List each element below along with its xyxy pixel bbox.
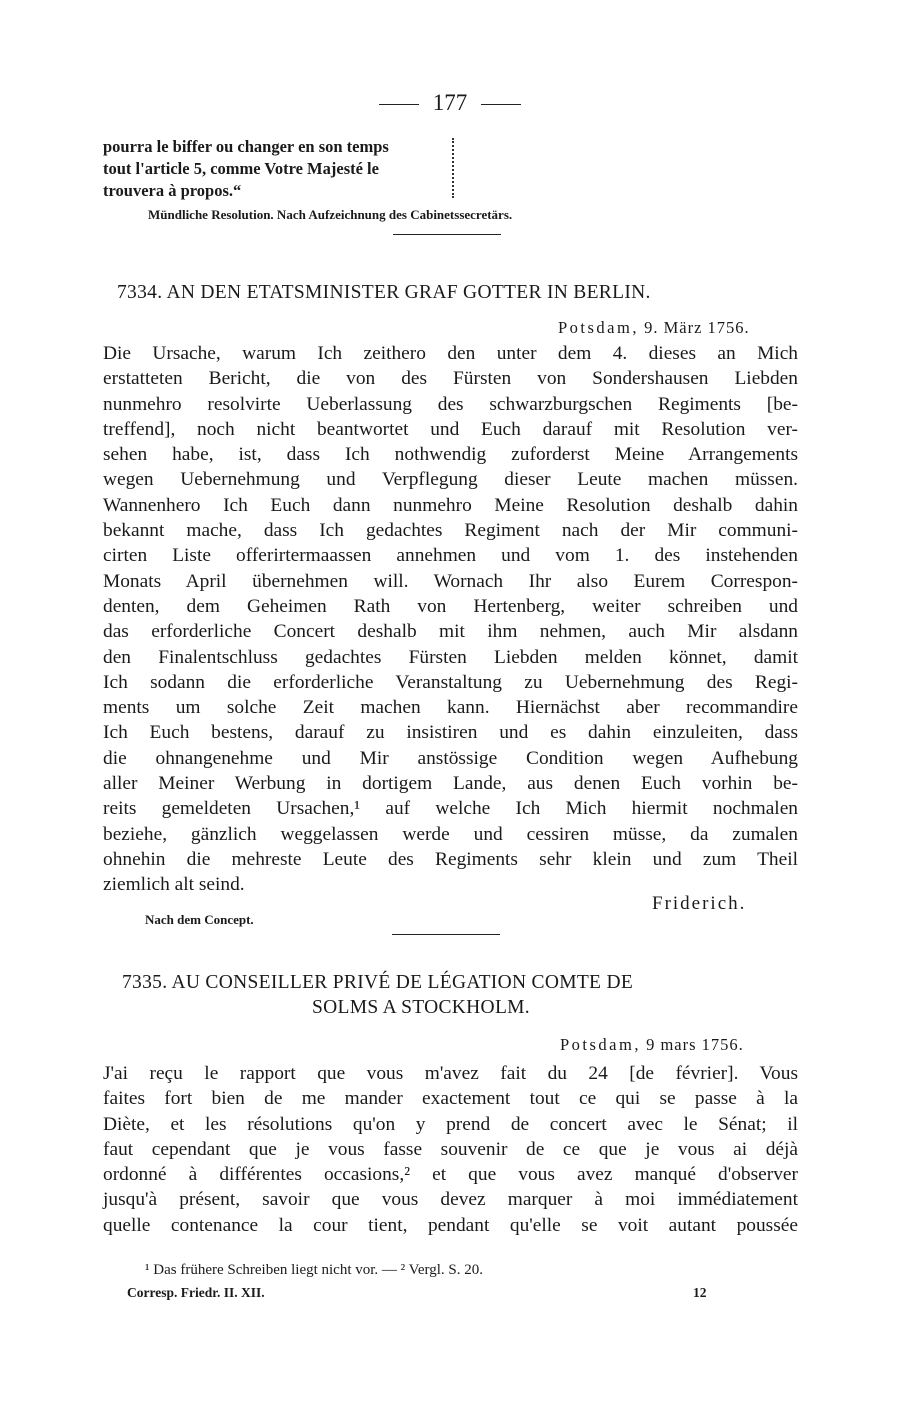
text-line: wegen Uebernehmung und Verpflegung dieser Leute machen müssen.: [103, 469, 798, 491]
text-line: erstatteten Bericht, die von des Fürsten von Sondershausen Liebden: [103, 368, 798, 390]
text-line: nunmehro resolvirte Ueberlassung des schwarzburgschen Regiments [be-: [103, 393, 798, 415]
header-rule-right: [481, 104, 521, 105]
text-line: bekannt mache, dass Ich gedachtes Regiment nach der Mir communi-: [103, 520, 798, 542]
text-line: ordonné à différentes occasions,² et que vous avez manqué d'observer: [103, 1164, 798, 1186]
footer-sheet-number: 12: [693, 1285, 707, 1300]
text-line: die ohnangenehme und Mir anstössige Condition wegen Aufhebung: [103, 747, 798, 769]
letter-7335-heading-cont: SOLMS A STOCKHOLM.: [312, 997, 530, 1018]
dateline-place: Potsdam,: [560, 1035, 641, 1054]
text-line: aller Meiner Werbung in dortigem Lande, aus denen Euch vorhin be-: [103, 773, 798, 795]
text-line: das erforderliche Concert deshalb mit ihm nehmen, auch Mir alsdann: [103, 621, 798, 643]
page-number: 177: [432, 90, 468, 115]
section-divider: [393, 234, 501, 235]
footer-source: Corresp. Friedr. II. XII.: [127, 1285, 265, 1300]
text-line: Ich Euch bestens, darauf zu insistiren und es dahin einzuleiten, dass: [103, 722, 798, 744]
letter-7335-body: [103, 1061, 798, 1238]
quote-line: trouvera à propos.“: [103, 181, 242, 200]
text-line: reits gemeldeten Ursachen,¹ auf welche Ich Mich hiermit nochmalen: [103, 798, 798, 820]
letter-title: AU CONSEILLER PRIVÉ DE LÉGATION COMTE DE: [171, 972, 634, 993]
section-divider: [392, 934, 500, 935]
quote-margin-mark: [452, 138, 454, 198]
text-line: den Finalentschluss gedachtes Fürsten Liebden melden könnet, damit: [103, 646, 798, 668]
text-line: faut cependant que je vous fasse souvenir de ce que je vous ai déjà: [103, 1138, 798, 1160]
text-line: sehen habe, ist, dass Ich nothwendig zuforderst Meine Arrangements: [103, 444, 798, 466]
letter-7334-dateline: [558, 318, 750, 338]
dateline-date: 9 mars 1756.: [646, 1035, 744, 1054]
quote-line: tout l'article 5, comme Votre Majesté le: [103, 159, 379, 178]
quote-line: pourra le biffer ou changer en son temps: [103, 137, 389, 156]
resolution-note: Mündliche Resolution. Nach Aufzeichnung des Cabinetssecretärs.: [148, 207, 513, 222]
letter-7334-body: [103, 341, 798, 898]
header-rule-left: [379, 104, 419, 105]
letter-number: 7335.: [122, 972, 168, 993]
text-line: jusqu'à présent, savoir que vous devez marquer à moi immédiatement: [103, 1189, 798, 1211]
text-line: ziemlich alt seind.: [103, 874, 245, 896]
text-line: cirten Liste offerirtermaassen annehmen und vom 1. des instehenden: [103, 545, 798, 567]
page-header: [0, 90, 900, 116]
signature: Friderich.: [652, 893, 747, 914]
letter-7334-heading: [117, 282, 651, 304]
text-line: Die Ursache, warum Ich zeithero den unter dem 4. dieses an Mich: [103, 343, 798, 364]
text-line: Monats April übernehmen will. Wornach Ihr also Eurem Correspon-: [103, 570, 798, 592]
text-line: ments um solche Zeit machen kann. Hiernächst aber recommandire: [103, 697, 798, 719]
letter-number: 7334.: [117, 282, 163, 303]
letter-title: AN DEN ETATSMINISTER GRAF GOTTER IN BERLIN.: [166, 282, 651, 303]
text-line: beziehe, gänzlich weggelassen werde und cessiren müsse, da zumalen: [103, 823, 798, 845]
dateline-place: Potsdam,: [558, 318, 639, 337]
source-note: Nach dem Concept.: [145, 912, 254, 927]
letter-7335-heading: [122, 972, 633, 994]
text-line: treffend], noch nicht beantwortet und Euch darauf mit Resolution ver-: [103, 418, 798, 440]
text-line: quelle contenance la cour tient, pendant qu'elle se voit autant poussée: [103, 1214, 798, 1236]
letter-7335-dateline: [560, 1035, 744, 1055]
dateline-date: 9. März 1756.: [644, 318, 750, 337]
footnotes: ¹ Das frühere Schreiben liegt nicht vor. — ² Vergl. S. 20.: [145, 1262, 483, 1278]
previous-letter-quote: [103, 136, 389, 202]
text-line: Diète, et les résolutions qu'on y prend de concert avec le Sénat; il: [103, 1113, 798, 1135]
text-line: Wannenhero Ich Euch dann nunmehro Meine Resolution deshalb dahin: [103, 494, 798, 516]
text-line: J'ai reçu le rapport que vous m'avez fait du 24 [de février]. Vous: [103, 1063, 798, 1084]
text-line: Ich sodann die erforderliche Veranstaltung zu Uebernehmung des Regi-: [103, 671, 798, 693]
text-line: denten, dem Geheimen Rath von Hertenberg, weiter schreiben und: [103, 595, 798, 617]
text-line: faites fort bien de me mander exactement tout ce qui se passe à la: [103, 1088, 798, 1110]
text-line: ohnehin die mehreste Leute des Regiments sehr klein und zum Theil: [103, 848, 798, 870]
